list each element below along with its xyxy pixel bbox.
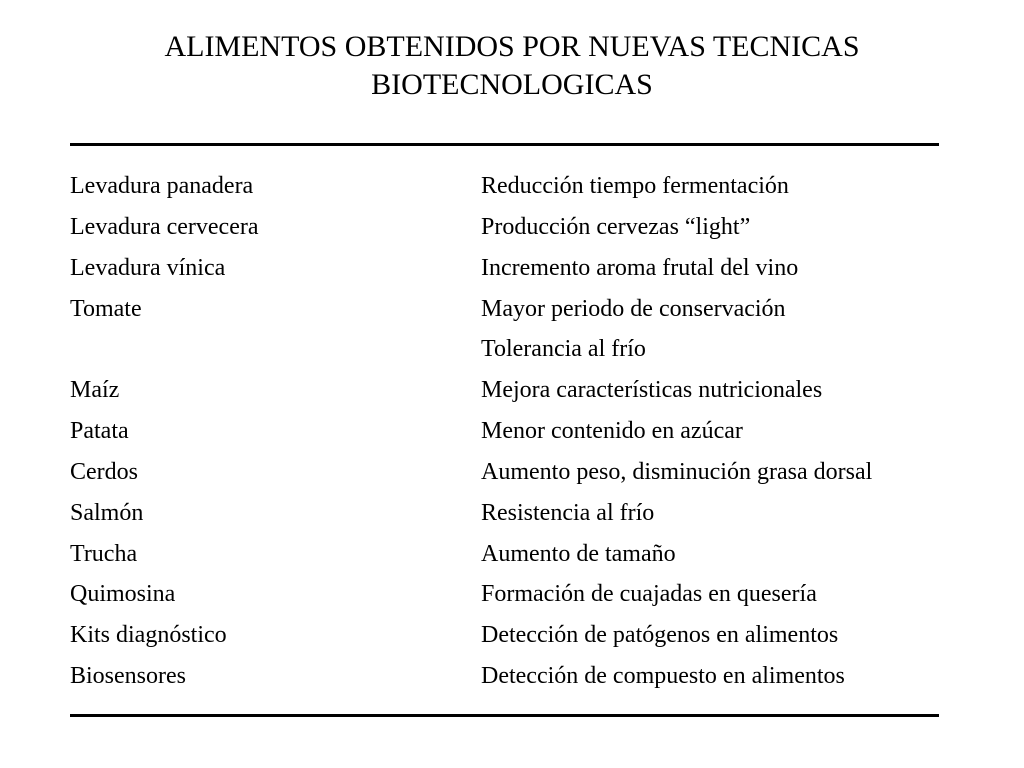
food-item: Salmón (70, 499, 144, 526)
food-item: Biosensores (70, 663, 186, 690)
food-benefit: Producción cervezas “light” (481, 213, 751, 240)
table-row (70, 207, 950, 248)
food-benefit: Aumento peso, disminución grasa dorsal (481, 458, 873, 485)
table-row (70, 493, 950, 534)
food-benefit: Detección de compuesto en alimentos (481, 663, 845, 690)
food-benefit: Formación de cuajadas en quesería (481, 581, 817, 608)
food-item: Levadura vínica (70, 254, 226, 281)
food-item: Levadura panadera (70, 173, 254, 199)
table-row (70, 248, 950, 289)
top-divider (70, 143, 939, 146)
food-item: Quimosina (70, 581, 176, 608)
table-row (70, 411, 950, 452)
table-row (70, 289, 950, 330)
table-row (70, 452, 950, 493)
table-row (70, 166, 950, 207)
food-item: Patata (70, 418, 129, 445)
food-benefit: Menor contenido en azúcar (481, 418, 743, 445)
table-row (70, 370, 950, 411)
food-benefit: Aumento de tamaño (481, 540, 676, 567)
food-benefit: Mayor periodo de conservación (481, 295, 786, 322)
food-benefit: Tolerancia al frío (481, 336, 646, 363)
food-item: Cerdos (70, 458, 138, 485)
table-row (70, 329, 950, 370)
table-row (70, 534, 950, 575)
food-item: Kits diagnóstico (70, 622, 227, 649)
food-item: Tomate (70, 295, 142, 322)
food-item: Trucha (70, 540, 138, 567)
food-benefit: Detección de patógenos en alimentos (481, 622, 839, 649)
food-item: Maíz (70, 377, 120, 404)
food-benefit: Reducción tiempo fermentación (481, 173, 789, 199)
bottom-divider (70, 714, 939, 717)
food-item: Levadura cervecera (70, 213, 259, 240)
table-row (70, 615, 950, 656)
page-title-line-1: ALIMENTOS OBTENIDOS POR NUEVAS TECNICAS (164, 30, 860, 63)
page-title-line-2: BIOTECNOLOGICAS (371, 68, 653, 101)
table-row (70, 656, 950, 697)
food-benefit: Incremento aroma frutal del vino (481, 254, 799, 281)
food-benefit: Mejora características nutricionales (481, 377, 823, 404)
food-benefit: Resistencia al frío (481, 499, 655, 526)
food-table (70, 166, 950, 697)
table-row (70, 574, 950, 615)
